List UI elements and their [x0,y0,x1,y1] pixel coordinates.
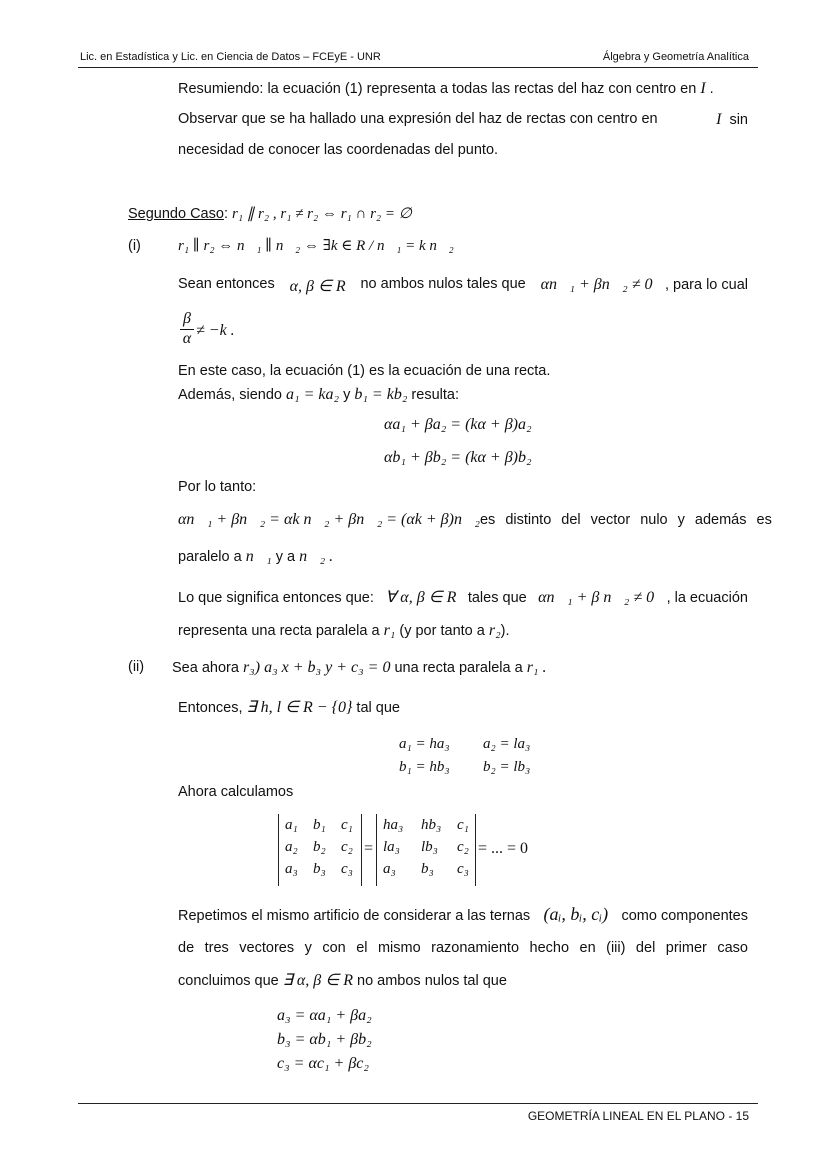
footer-rule [78,1103,758,1104]
header-right: Álgebra y Geometría Analítica [602,51,749,63]
footer-text: GEOMETRÍA LINEAL EN EL PLANO - 15 [527,1109,749,1123]
header-left: Lic. en Estadística y Lic. en Ciencia de Datos – FCEyE - UNR [80,51,381,63]
tres-vectores-line: de tres vectores y con el mismo razonamiento hecho en (iii) del primer caso [178,940,748,956]
eq-a: αa₁ + βa₂ = (kα + β)a₂ [384,416,532,433]
rel-b2: b₂ = lb₃ [483,759,531,775]
final-eq-b3: b₃ = αb₁ + βb₂ [277,1031,372,1048]
rel-a1: a₁ = ha₃ [399,736,450,752]
significa-line: Lo que significa entonces que: ∀ α, β ∈ R tales que αn⃗₁ + β n⃗₂ ≠ 0⃗, la ecuación [178,589,748,606]
eq-b: αb₁ + βb₂ = (kα + β)b₂ [384,449,532,466]
determinant-1: a₁ b₁ c₁ a₂ b₂ c₂ a₃ b₃ c₃ [278,814,362,886]
determinant-2: ha₃ hb₃ c₁ la₃ lb₃ c₂ a₃ b₃ c₃ [376,814,476,886]
paralelo-line: paralelo a n⃗₁ y a n⃗₂ . [178,548,334,565]
relations-grid [399,736,543,776]
por-lo-tanto: Por lo tanto: [178,479,257,495]
det-equals: = [364,840,374,857]
part-i-equivalence: r₁ ∥ r₂ ⇔ n⃗₁ ∥ n⃗₂ ⇔ ∃k ∈ R / n⃗₁ = k n⃗₂ [178,238,454,254]
header-rule [78,67,758,68]
rel-a2: a₂ = la₃ [483,736,531,752]
sean-line: Sean entonces α, β ∈ R no ambos nulos tales que αn⃗₁ + βn⃗₂ ≠ 0⃗, para lo cual [178,276,748,295]
final-eq-c3: c₃ = αc₁ + βc₂ [277,1055,369,1072]
intro-line-3: necesidad de conocer las coordenadas del punto. [178,142,499,158]
ahora-calculamos: Ahora calculamos [178,784,294,800]
repetimos-line: Repetimos el mismo artificio de considerar a las ternas (aᵢ, bᵢ, cᵢ) como componentes [178,904,748,924]
final-eq-a3: a₃ = αa₁ + βa₂ [277,1007,372,1024]
fraction: β α [180,310,194,348]
intro-line-2: Observar que se ha hallado una expresión del haz de rectas con centro en I sin [178,111,748,128]
sea-ahora-line: Sea ahora r₃) a₃ x + b₃ y + c₃ = 0 una recta paralela a r₁ . [172,659,547,676]
case-line: En este caso, la ecuación (1) es la ecuación de una recta. [178,363,551,379]
ademas-line: Además, siendo a₁ = ka₂ y b₁ = kb₂ resulta: [178,386,459,403]
det-result: = ... = 0 [478,840,529,857]
representa-line: representa una recta paralela a r₁ (y por tanto a r₂). [178,622,510,639]
case2-heading: Segundo Caso: r₁ ∥ r₂ , r₁ ≠ r₂ ⇔ r₁ ∩ r₂ = ∅ [128,206,412,222]
intro-line-1: Resumiendo: la ecuación (1) representa a todas las rectas del haz con centro en I . [178,80,714,97]
eq3-line: αn⃗₁ + βn⃗₂ = αk n⃗₂ + βn⃗₂ = (αk + β)n⃗₂ es distinto del vector nulo y además es [178,511,772,528]
part-i-label: (i) [128,238,141,254]
fraction-rest: ≠ −k . [196,322,235,339]
rel-b1: b₁ = hb₃ [399,759,450,775]
entonces-line: Entonces, ∃ h, l ∈ R − {0} tal que [178,699,400,716]
part-ii-label: (ii) [128,659,145,675]
concluimos-line: concluimos que ∃ α, β ∈ R no ambos nulos tal que [178,972,507,989]
